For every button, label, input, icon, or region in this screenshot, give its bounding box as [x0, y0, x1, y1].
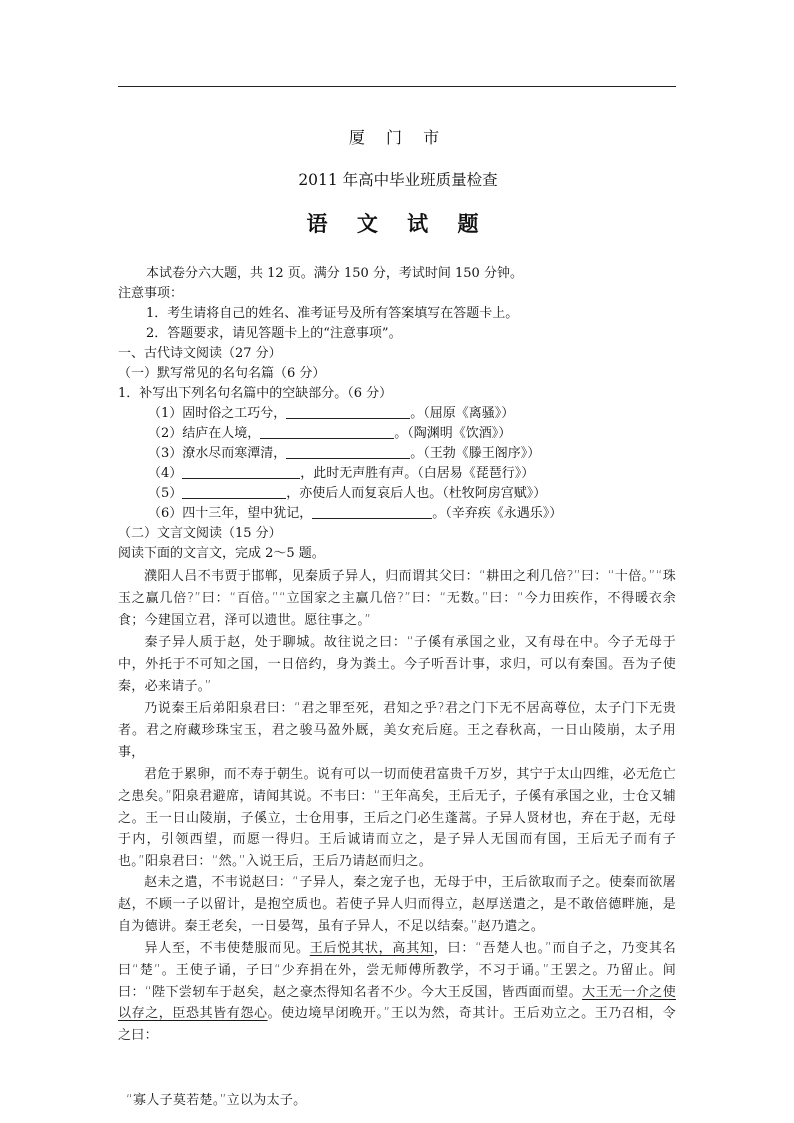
answer-blank-4[interactable]	[182, 464, 300, 479]
fill-item-5-post: ，亦使后人而复哀后人也。（杜牧阿房宫赋》）	[286, 486, 547, 501]
part-2-title: （二）文言文阅读（15 分）	[118, 526, 282, 541]
passage-text-3: 乃说秦王后弟阳泉君曰：“君之罪至死，君知之乎?君之门下无不居高尊位，太子门下无贵者。君之府藏珍珠宝玉，君之骏马盈外厩，美女充后庭。王之春秋高，一日山陵崩，太子用事，	[118, 701, 676, 760]
fill-item-6-post: 。（辛弃疾《永遇乐》）	[432, 506, 563, 521]
passage-text-6b: ，曰：“吾楚人也。”而自子之，乃变其名曰“楚”。王使子诵，子曰“少弃捐在外，尝无师傅所教学，不习于诵。”王罢之。乃留止。间曰：“陛下尝轫车于赵矣，赵之豪杰得知名者不少。今大王反国，皆西面而望。	[118, 941, 676, 1000]
passage-paragraph-2	[118, 632, 676, 697]
passage-text-2: 秦子异人质于赵，处于聊城。故往说之曰：“子傒有承国之业，又有母在中。今子无母于中，外托于不可知之国，一日倍约，身为粪土。今子听吾计事，求归，可以有秦国。吾为子使秦，必来请子。”	[118, 635, 676, 694]
passage-text-5: 赵未之遣，不韦说赵曰：“子异人，秦之宠子也，无母于中，王后欲取而子之。使秦而欲屠赵，不顾一子以留计，是抱空质也。若使子异人归而得立，赵厚送遣之，是不敢倍德畔施，是自为德讲。秦王老矣，一日晏驾，虽有子异人，不足以结秦。”赵乃遣之。	[118, 875, 676, 934]
fill-item-1-pre: （1）固时俗之工巧兮，	[148, 406, 287, 421]
fill-item-4-post: ，此时无声胜有声。（白居易《琵琶行》）	[300, 466, 535, 481]
part-1-title: （一）默写常见的名句名篇（6 分）	[118, 366, 326, 381]
passage-paragraph-4	[118, 764, 676, 873]
notes-title: 注意事项：	[118, 286, 184, 301]
note-2: 2．答题要求，请见答题卡上的“注意事项”。	[146, 326, 402, 341]
fill-item-6-pre: （6）四十三年，望中犹记，	[148, 506, 313, 521]
fill-item-2-post: 。（陶渊明《饮酒》）	[394, 426, 512, 441]
section-1-title: 一、古代诗文阅读（27 分）	[118, 346, 282, 361]
fill-item-4-pre: （4）	[148, 466, 183, 481]
passage-paragraph-6	[118, 938, 676, 1047]
passage-text-6c: 。使边境早闭晚开。”王以为然，奇其计。王后劝立之。王乃召相，令之曰：	[118, 1006, 676, 1044]
answer-blank-1[interactable]	[286, 404, 410, 419]
exam-summary: 本试卷分六大题，共 12 页。满分 150 分，考试时间 150 分钟。	[146, 266, 523, 281]
fill-item-4	[148, 464, 678, 484]
note-1: 1．考生请将自己的姓名、准考证号及所有答案填写在答题卡上。	[146, 306, 519, 321]
passage-text-6a: 异人至，不韦使楚服而见。	[144, 941, 310, 956]
underlined-sentence-2: 大王无一介之使以存之，臣恐其皆有怨心	[118, 984, 676, 1022]
fill-item-6	[148, 504, 678, 524]
question-1: 1．补写出下列名句名篇中的空缺部分。（6 分）	[118, 386, 393, 401]
passage-paragraph-7	[118, 1090, 676, 1112]
fill-item-3-pre: （3）潦水尽而寒潭清，	[148, 446, 287, 461]
underlined-sentence-1: 王后悦其状，高其知	[309, 941, 434, 956]
passage-text-4: 君危于累卵，而不寿于朝生。说有可以一切而使君富贵千万岁，其宁于太山四维，必无危亡之患矣。”阳泉君避席，请闻其说。不韦曰：“王年高矣，王后无子，子傒有承国之业，士仓又辅之。王一日山陵崩，子傒立，士仓用事，王后之门必生蓬蒿。子异人贤材也，弃在于赵，无母于内，引领西望，而愿一得归。王后诚请而立之，是子异人无国而有国，王后无子而有子也。”阳泉君曰：“然。”入说王后，王后乃请赵而归之。	[118, 767, 677, 870]
exam-title: 2011 年高中毕业班质量检查	[298, 171, 498, 189]
answer-blank-6[interactable]	[312, 504, 432, 519]
fill-item-1-post: 。（屈原《离骚》）	[410, 406, 515, 421]
passage-text-7: “寡人子莫若楚。”立以为太子。	[126, 1093, 307, 1108]
passage-paragraph-5	[118, 872, 676, 937]
fill-item-2-pre: （2）结庐在人境，	[148, 426, 261, 441]
city-title: 厦 门 市	[348, 128, 448, 147]
fill-item-3	[148, 444, 678, 464]
fill-item-5-pre: （5）	[148, 486, 183, 501]
subject-title: 语 文 试 题	[306, 211, 490, 236]
answer-blank-2[interactable]	[260, 424, 394, 439]
passage-paragraph-1	[118, 566, 676, 631]
passage-text-1: 濮阳人吕不韦贾于邯郸，见秦质子异人，归而谓其父曰：“耕田之利几倍?”曰：“十倍。”“珠玉之赢几倍?”曰：“百倍。”“立国家之主赢几倍?”曰：“无数。”曰：“今力田疾作，不得暖衣余食；今建国立君，泽可以遗世。愿往事之。”	[118, 569, 676, 628]
answer-blank-5[interactable]	[182, 484, 286, 499]
fill-item-2	[148, 424, 678, 444]
top-rule	[118, 86, 676, 87]
fill-item-3-post: 。（王勃《滕王阁序》）	[410, 446, 541, 461]
answer-blank-3[interactable]	[286, 444, 410, 459]
fill-item-5	[148, 484, 678, 504]
passage-paragraph-3	[118, 698, 676, 763]
fill-item-1	[148, 404, 678, 424]
reading-instruction: 阅读下面的文言文，完成 2～5 题。	[118, 546, 325, 561]
